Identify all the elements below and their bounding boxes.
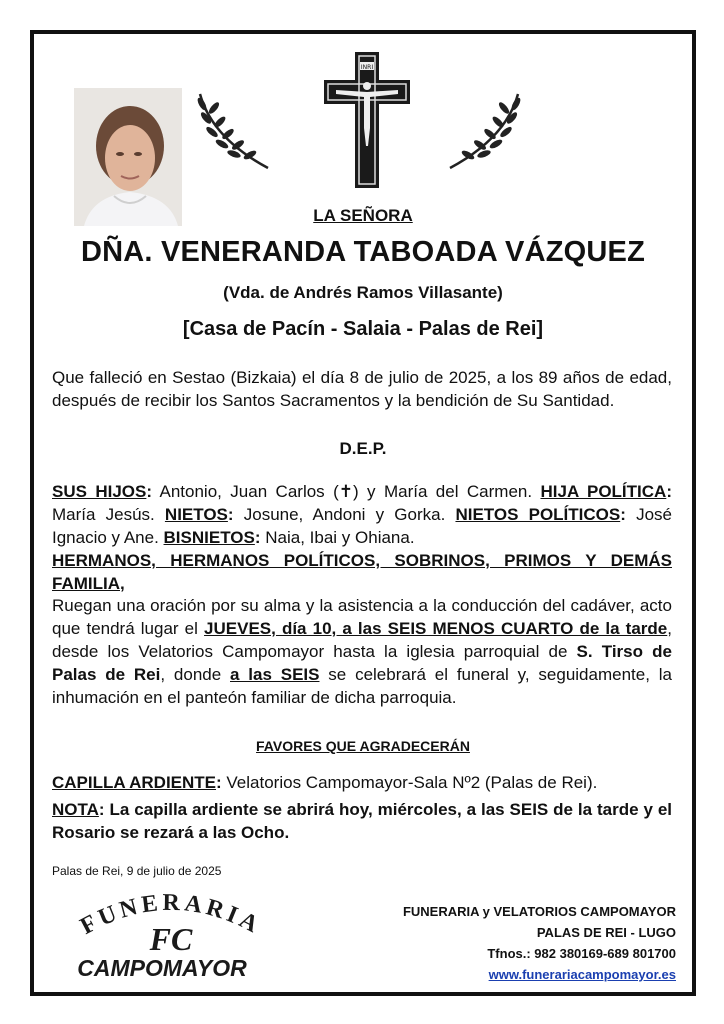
dep-heading: D.E.P. bbox=[339, 439, 387, 458]
capilla-label: CAPILLA ARDIENTE bbox=[52, 773, 217, 792]
hija-politica-label: HIJA POLÍTICA bbox=[540, 482, 667, 501]
nietos-politicos-text: José Ignacio y Ane. bbox=[52, 505, 672, 547]
ceremony-text-3: , donde bbox=[160, 665, 231, 684]
church-name: S. Tirso de Palas de Rei bbox=[52, 642, 672, 684]
contact-phones: Tfnos.: 982 380169-689 801700 bbox=[487, 946, 676, 961]
favores-heading: FAVORES QUE AGRADECERÁN bbox=[256, 738, 470, 754]
ceremony-text-1: Ruegan una oración por su alma y la asistencia a la conducción del cadáver, acto que tendrá lugar el bbox=[52, 596, 672, 638]
crucifix-icon bbox=[322, 50, 412, 190]
laurel-branch-right-icon bbox=[446, 88, 526, 172]
family-paragraph: SUS HIJOS: Antonio, Juan Carlos (✝) y María del Carmen. HIJA POLÍTICA: María Jesús. NIETOS: Josune, Andoni y Gorka. NIETOS POLÍTICOS: José Ignacio y Ane. BISNIETOS: Naia, Ibai y Ohiana. HERMANOS, HERMANOS POLÍTICOS, SOBRINOS, PRIMOS Y DEMÁS FAMILIA, bbox=[52, 482, 672, 593]
hijos-label: SUS HIJOS bbox=[52, 482, 147, 501]
ceremony-paragraph bbox=[52, 594, 672, 709]
nietos-text: Josune, Andoni y Gorka. bbox=[233, 505, 456, 524]
bisnietos-label: BISNIETOS bbox=[163, 528, 255, 547]
bisnietos-text: Naia, Ibai y Ohiana. bbox=[260, 528, 415, 547]
capilla-line: CAPILLA ARDIENTE: Velatorios Campomayor-Sala Nº2 (Palas de Rei). bbox=[52, 773, 598, 792]
funeral-time: a las SEIS bbox=[230, 665, 320, 684]
capilla-text: Velatorios Campomayor-Sala Nº2 (Palas de Rei). bbox=[221, 773, 598, 792]
widow-of-line: (Vda. de Andrés Ramos Villasante) bbox=[223, 283, 503, 302]
nota-label: NOTA bbox=[52, 800, 99, 819]
death-paragraph: Que falleció en Sestao (Bizkaia) el día 8 de julio de 2025, a los 89 años de edad, después de recibir los Santos Sacramentos y la bendición de Su Santidad. bbox=[52, 368, 672, 410]
nota-text: La capilla ardiente se abrirá hoy, miércoles, a las SEIS de la tarde y el Rosario se rezará a las Ocho. bbox=[52, 800, 672, 842]
ceremony-text-2: , desde los Velatorios Campomayor hasta la iglesia parroquial de bbox=[52, 619, 672, 661]
logo-monogram: FC bbox=[149, 921, 193, 957]
notice-date: Palas de Rei, 9 de julio de 2025 bbox=[52, 864, 222, 878]
nietos-label: NIETOS bbox=[164, 505, 228, 524]
hija-politica-text: María Jesús. bbox=[52, 505, 165, 524]
contact-location: PALAS DE REI - LUGO bbox=[536, 925, 676, 940]
funeraria-logo bbox=[56, 888, 286, 983]
contact-company: FUNERARIA y VELATORIOS CAMPOMAYOR bbox=[402, 904, 676, 919]
cross-inri-label: INRI bbox=[360, 64, 374, 71]
nota-paragraph: NOTA: La capilla ardiente se abrirá hoy, miércoles, a las SEIS de la tarde y el Rosario se rezará a las Ocho. bbox=[52, 800, 672, 842]
logo-campomayor: CAMPOMAYOR bbox=[77, 955, 247, 981]
ceremony-day: JUEVES, día 10, a las SEIS MENOS CUARTO de la tarde bbox=[204, 619, 668, 638]
ceremony-text-4: se celebrará el funeral y, seguidamente, la inhumación en el panteón familiar de dicha parroquia. bbox=[52, 665, 672, 707]
house-location: [Casa de Pacín - Salaia - Palas de Rei] bbox=[182, 318, 544, 340]
la-senora-heading: LA SEÑORA bbox=[313, 206, 413, 225]
laurel-branch-left-icon bbox=[192, 88, 272, 172]
website-link[interactable]: www.funerariacampomayor.es bbox=[488, 967, 676, 982]
deceased-name: DÑA. VENERANDA TABOADA VÁZQUEZ bbox=[81, 236, 645, 268]
nietos-politicos-label: NIETOS POLÍTICOS bbox=[455, 505, 621, 524]
logo-arc-text: FUNERARIA bbox=[76, 889, 266, 940]
hijos-text: Antonio, Juan Carlos (✝) y María del Carmen. bbox=[152, 482, 541, 501]
familia-line: HERMANOS, HERMANOS POLÍTICOS, SOBRINOS, PRIMOS Y DEMÁS FAMILIA bbox=[52, 551, 672, 593]
